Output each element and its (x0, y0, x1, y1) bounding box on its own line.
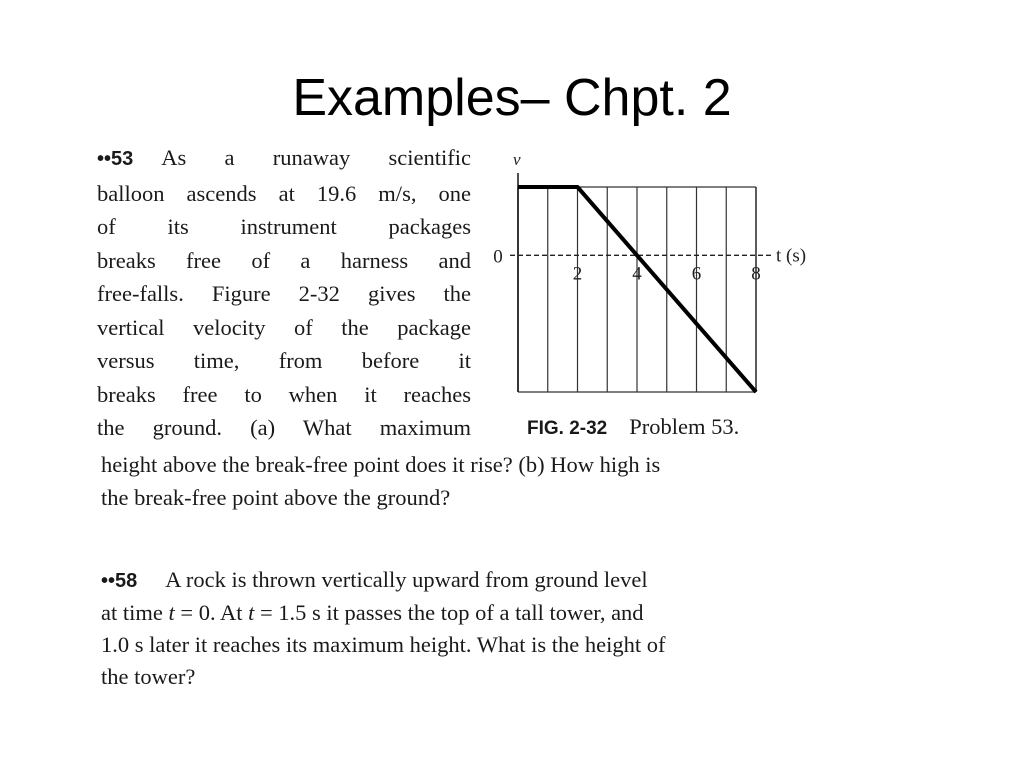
x-tick-label: 2 (572, 263, 583, 285)
problem-53-line: balloon ascends at 19.6 m/s, one (97, 180, 471, 206)
problem-58-line: ••58 A rock is thrown vertically upward from ground level (101, 567, 648, 592)
problem-53-line: of its instrument packages (97, 214, 471, 239)
problem-58-line: at time t = 0. At t = 1.5 s it passes the top of a tall tower, and (101, 600, 644, 625)
problem-53-continued (101, 448, 791, 514)
problem-53-line: the ground. (a) What maximum (97, 415, 471, 440)
problem-53-line: breaks free to when it reaches (97, 381, 471, 407)
problem-53-line: height above the break-free point does it rise? (b) How high is (101, 452, 661, 477)
figure-caption-text: Problem 53. (629, 414, 740, 439)
figure-label: FIG. 2-32 (527, 418, 608, 439)
problem-53-line: ••53 As a runaway scientific (97, 145, 471, 170)
problem-53-line: breaks free of a harness and (97, 247, 471, 273)
figure-caption (527, 411, 739, 445)
problem-58-line: 1.0 s later it reaches its maximum height. What is the height of (101, 632, 666, 657)
problem-53-text (97, 141, 471, 445)
problem-53-line: versus time, from before it (97, 348, 471, 373)
y-axis-label: v (513, 150, 521, 169)
velocity-time-graph (495, 145, 825, 445)
x-tick-label: 4 (632, 263, 642, 285)
x-axis-label: t (s) (776, 245, 807, 267)
problem-53-line: vertical velocity of the package (97, 314, 471, 340)
x-tick-label: 6 (691, 263, 702, 285)
problem-58-number: ••58 (101, 570, 138, 592)
x-tick-label: 8 (751, 263, 761, 285)
origin-label: 0 (493, 246, 503, 268)
problem-53-number: ••53 (97, 148, 134, 170)
problem-53-line: the break-free point above the ground? (101, 485, 451, 510)
problem-58-line: the tower? (101, 664, 196, 689)
problem-58-text (101, 564, 791, 693)
slide-title: Examples– Chpt. 2 (292, 69, 732, 127)
problem-53-line: free-falls. Figure 2-32 gives the (97, 281, 471, 306)
